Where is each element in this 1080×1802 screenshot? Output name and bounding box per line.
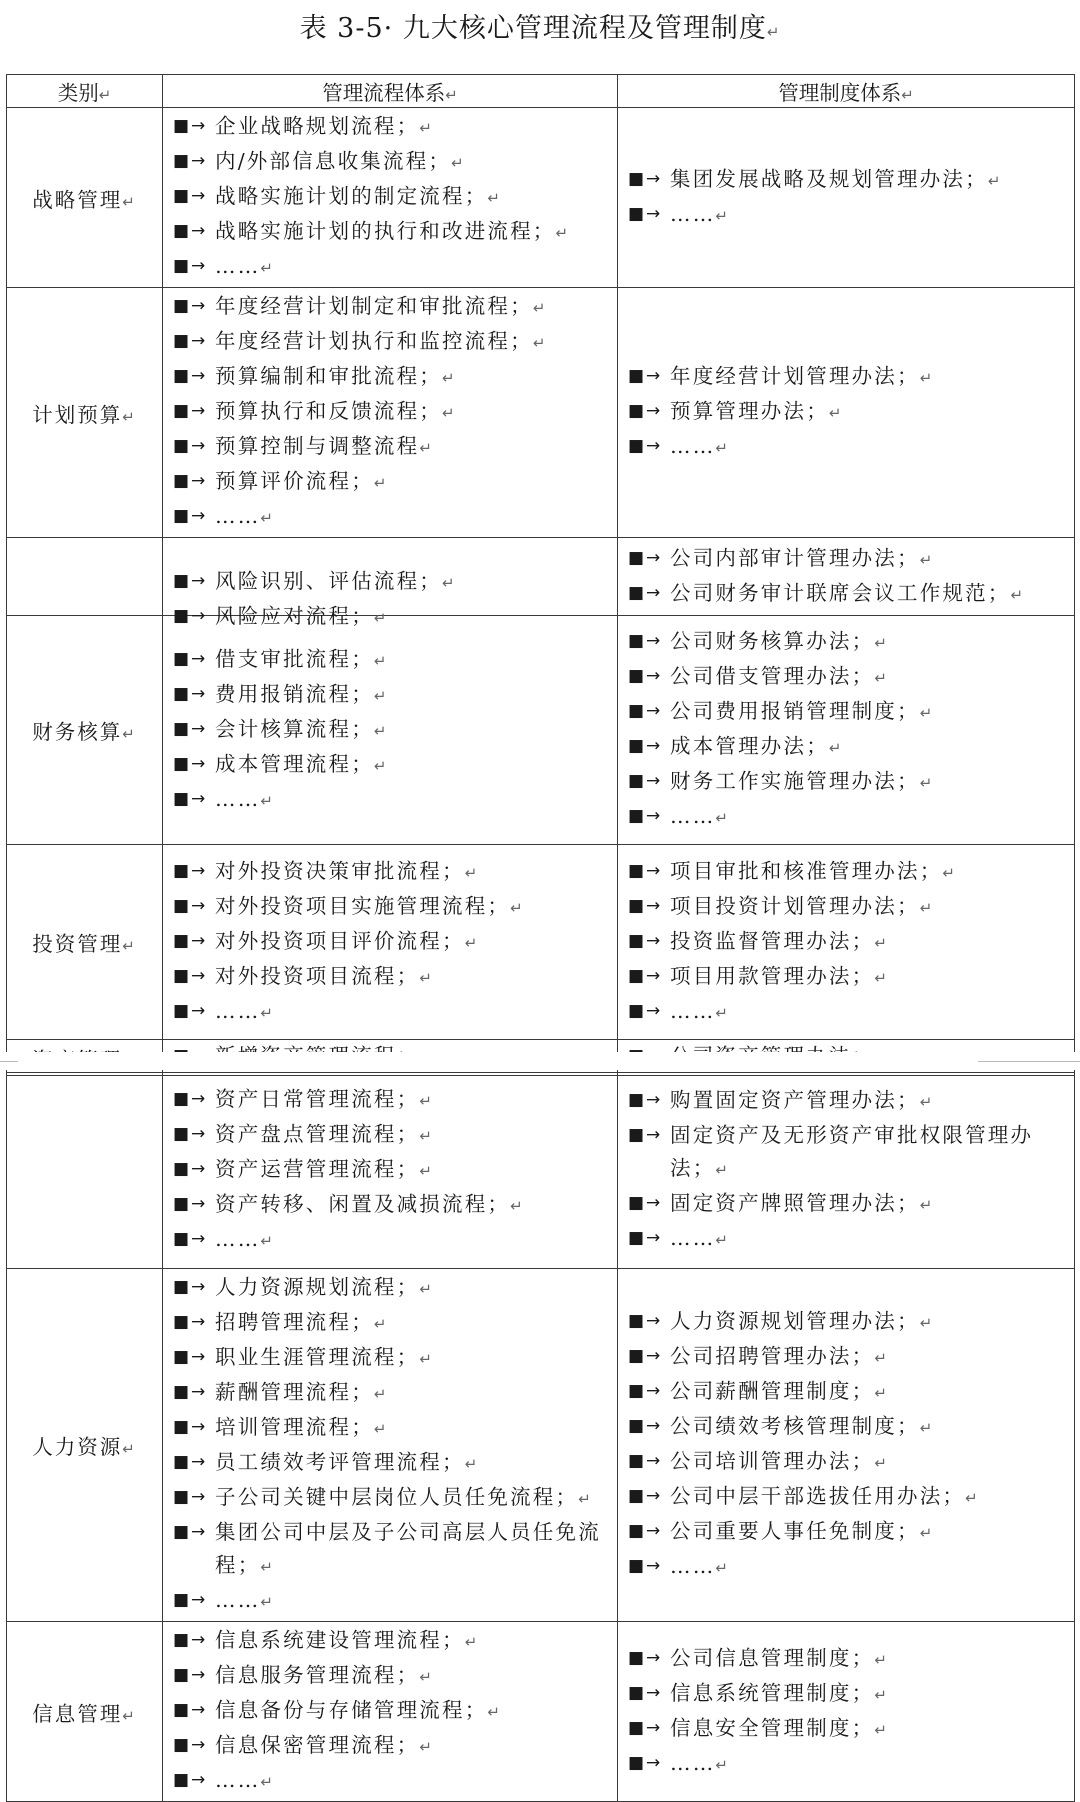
process-table-part-1: [6, 74, 1075, 1076]
list-item: ■→ 战略实施计划的制定流程；↵: [173, 180, 609, 215]
list-item: ■→ ……↵: [628, 1747, 1066, 1782]
list-item: ■→ 战略实施计划的执行和改进流程；↵: [173, 215, 609, 250]
process-cell: [163, 538, 618, 628]
row-planning-budget: [7, 288, 1075, 538]
list-item: ■→ 职业生涯管理流程；↵: [173, 1341, 609, 1376]
category-cell: 战略管理↵: [7, 108, 163, 288]
process-cell: [163, 1622, 618, 1802]
table-header-row: [7, 75, 1075, 108]
list-item: ■→ 年度经营计划管理办法；↵: [628, 360, 1066, 395]
header-system: 管理制度体系↵: [618, 75, 1075, 108]
list-item: ■→ ……↵: [173, 250, 609, 285]
list-item: ■→ 预算执行和反馈流程；↵: [173, 395, 609, 430]
list-item: ■→ 对外投资决策审批流程；↵: [173, 855, 609, 890]
list-item: ■→ 借支审批流程；↵: [173, 643, 609, 678]
list-item: ■→ 人力资源规划流程；↵: [173, 1271, 609, 1306]
list-item: ■→ 年度经营计划制定和审批流程；↵: [173, 290, 609, 325]
list-item: ■→ ……↵: [628, 1550, 1066, 1585]
list-item: ■→ 资产盘点管理流程；↵: [173, 1118, 609, 1153]
list-item: ■→ 公司财务核算办法；↵: [628, 625, 1066, 660]
process-cell: [163, 1269, 618, 1622]
list-item: ■→ 成本管理流程；↵: [173, 748, 609, 783]
list-item: ■→ 项目审批和核准管理办法；↵: [628, 855, 1066, 890]
process-cell: [163, 845, 618, 1040]
row-human-resources: [7, 1269, 1075, 1622]
list-item: ■→ 投资监督管理办法；↵: [628, 925, 1066, 960]
list-item: ■→ 公司内部审计管理办法；↵: [628, 542, 1066, 577]
page-title: 表 3-5· 九大核心管理流程及管理制度↵: [299, 13, 781, 44]
list-item: ■→ ……↵: [628, 430, 1066, 465]
system-cell: [618, 1622, 1075, 1802]
system-cell: [618, 1269, 1075, 1622]
list-item: ■→ 公司绩效考核管理制度；↵: [628, 1410, 1066, 1445]
system-cell: [618, 288, 1075, 538]
list-item: ■→ 费用报销流程；↵: [173, 678, 609, 713]
list-item: ■→ 固定资产牌照管理办法；↵: [628, 1187, 1066, 1222]
row-financial-accounting: [7, 616, 1075, 845]
list-item: ■→ ……↵: [173, 995, 609, 1030]
list-item: ■→ 购置固定资产管理办法；↵: [628, 1084, 1066, 1119]
process-cell: [163, 616, 618, 845]
header-process: 管理流程体系↵: [163, 75, 618, 108]
list-item: ■→ 资产运营管理流程；↵: [173, 1153, 609, 1188]
list-item: ■→ ……↵: [628, 1222, 1066, 1257]
list-item: ■→ ……↵: [628, 995, 1066, 1030]
list-item: ■→ 预算控制与调整流程↵: [173, 430, 609, 465]
list-item: ■→ 信息系统建设管理流程；↵: [173, 1624, 609, 1659]
category-cell: [7, 538, 163, 616]
list-item: ■→ 人力资源规划管理办法；↵: [628, 1305, 1066, 1340]
row-asset-management-continued: [7, 1073, 1075, 1269]
category-cell: [7, 1073, 163, 1269]
list-item: ■→ 企业战略规划流程；↵: [173, 110, 609, 145]
header-category: 类别↵: [7, 75, 163, 108]
list-item: ■→ 公司财务审计联席会议工作规范；↵: [628, 577, 1066, 612]
system-cell: [618, 616, 1075, 845]
list-item: ■→ 对外投资项目实施管理流程；↵: [173, 890, 609, 925]
list-item: ■→ 会计核算流程；↵: [173, 713, 609, 748]
list-item: ■→ 信息系统管理制度；↵: [628, 1677, 1066, 1712]
list-item: ■→ 员工绩效考评管理流程；↵: [173, 1446, 609, 1481]
list-item: ■→ 集团发展战略及规划管理办法；↵: [628, 163, 1066, 198]
system-cell: [618, 845, 1075, 1040]
page-break-mark: [0, 1061, 18, 1062]
list-item: ■→ ……↵: [173, 1223, 609, 1258]
row-information-management: [7, 1622, 1075, 1802]
list-item: ■→ 公司培训管理办法；↵: [628, 1445, 1066, 1480]
list-item: ■→ 子公司关键中层岗位人员任免流程；↵: [173, 1481, 609, 1516]
list-item: ■→ 成本管理办法；↵: [628, 730, 1066, 765]
list-item: ■→ 预算编制和审批流程；↵: [173, 360, 609, 395]
list-item: ■→ 薪酬管理流程；↵: [173, 1376, 609, 1411]
list-item: ■→ 公司信息管理制度；↵: [628, 1642, 1066, 1677]
process-cell: [163, 288, 618, 538]
category-cell: 财务核算↵: [7, 616, 163, 845]
list-item: ■→ 信息保密管理流程；↵: [173, 1729, 609, 1764]
category-cell: 信息管理↵: [7, 1622, 163, 1802]
list-item: ■→ 财务工作实施管理办法；↵: [628, 765, 1066, 800]
list-item: ■→ ……↵: [173, 500, 609, 535]
list-item: ■→ 预算管理办法；↵: [628, 395, 1066, 430]
page-break: [0, 1052, 1080, 1070]
list-item: ■→ 公司中层干部选拔任用办法；↵: [628, 1480, 1066, 1515]
list-item: ■→ ……↵: [628, 800, 1066, 835]
category-cell: 投资管理↵: [7, 845, 163, 1040]
list-item: ■→ 公司费用报销管理制度；↵: [628, 695, 1066, 730]
list-item: ■→ 信息服务管理流程；↵: [173, 1659, 609, 1694]
list-item: ■→ 对外投资项目评价流程；↵: [173, 925, 609, 960]
list-item: ■→ 公司借支管理办法；↵: [628, 660, 1066, 695]
page-break-mark: [978, 1061, 1080, 1062]
list-item: ■→ 招聘管理流程；↵: [173, 1306, 609, 1341]
list-item: ■→ 集团公司中层及子公司高层人员任免流程；↵: [173, 1516, 609, 1584]
row-investment: [7, 845, 1075, 1040]
list-item: ■→ 对外投资项目流程；↵: [173, 960, 609, 995]
list-item: ■→ 项目投资计划管理办法；↵: [628, 890, 1066, 925]
list-item: ■→ 公司重要人事任免制度；↵: [628, 1515, 1066, 1550]
list-item: ■→ 资产转移、闲置及减损流程；↵: [173, 1188, 609, 1223]
category-cell: 计划预算↵: [7, 288, 163, 538]
row-risk-audit: [7, 538, 1075, 616]
category-cell: 人力资源↵: [7, 1269, 163, 1622]
process-table-part-2: [6, 1072, 1075, 1802]
list-item: ■→ 信息安全管理制度；↵: [628, 1712, 1066, 1747]
list-item: ■→ 培训管理流程；↵: [173, 1411, 609, 1446]
list-item: ■→ 内/外部信息收集流程；↵: [173, 145, 609, 180]
list-item: ■→ 固定资产及无形资产审批权限管理办法；↵: [628, 1119, 1066, 1187]
list-item: ■→ 公司招聘管理办法；↵: [628, 1340, 1066, 1375]
list-item: ■→ 项目用款管理办法；↵: [628, 960, 1066, 995]
list-item: ■→ 风险识别、评估流程；↵: [173, 565, 609, 600]
process-cell: [163, 108, 618, 288]
list-item: ■→ 预算评价流程；↵: [173, 465, 609, 500]
system-cell: [618, 1073, 1075, 1269]
process-cell: [163, 1073, 618, 1269]
list-item: ■→ 公司薪酬管理制度；↵: [628, 1375, 1066, 1410]
list-item: ■→ ……↵: [173, 783, 609, 818]
list-item: ■→ ……↵: [173, 1584, 609, 1619]
list-item: ■→ ……↵: [628, 198, 1066, 233]
system-cell: [618, 108, 1075, 288]
list-item: ■→ 风险应对流程；↵: [173, 600, 609, 635]
system-cell: [618, 538, 1075, 616]
list-item: ■→ 资产日常管理流程；↵: [173, 1083, 609, 1118]
list-item: ■→ 信息备份与存储管理流程；↵: [173, 1694, 609, 1729]
list-item: ■→ 年度经营计划执行和监控流程；↵: [173, 325, 609, 360]
row-strategy: [7, 108, 1075, 288]
list-item: ■→ ……↵: [173, 1764, 609, 1799]
